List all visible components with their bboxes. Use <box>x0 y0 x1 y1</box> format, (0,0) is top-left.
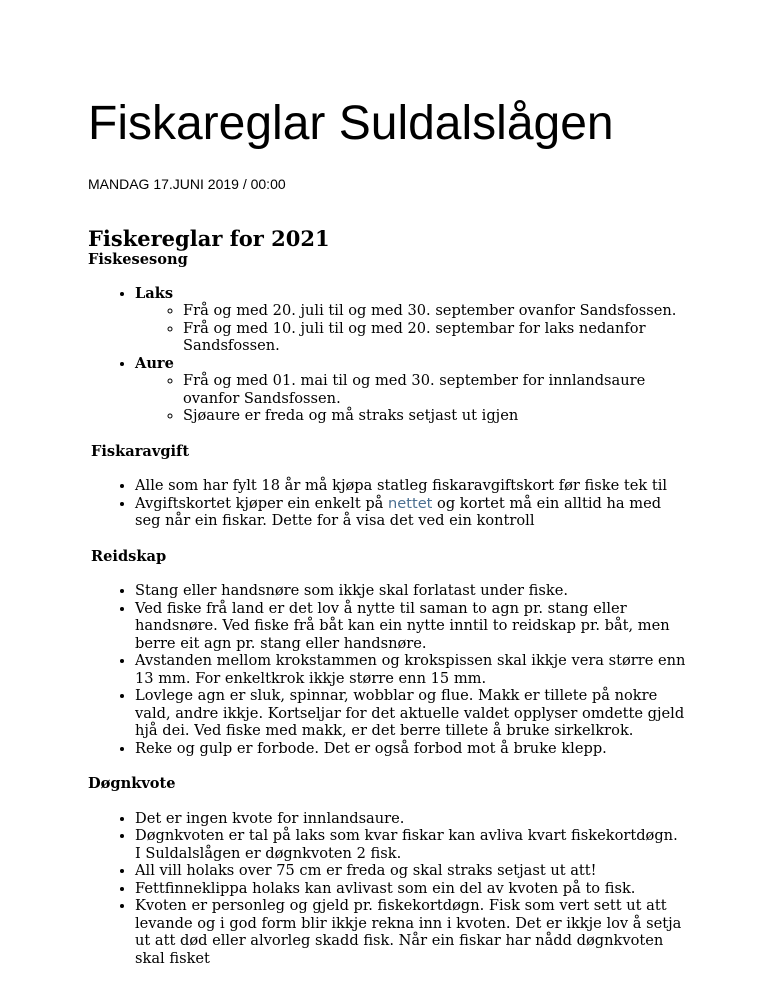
season-list <box>88 285 688 425</box>
list-item: ◦ Frå og med 10. juli til og med 20. septembar for laks nedanfor Sandsfossen. <box>183 320 688 355</box>
nettet-link[interactable]: nettet <box>388 494 433 512</box>
list-item <box>135 355 688 425</box>
list-item: • Kvoten er personleg og gjeld pr. fiskekortdøgn. Fisk som vert sett ut att levande og i god form blir ikkje rekna inn i kvoten. Det er ikkje lov å setja ut att død eller alvorleg skadd fisk. Når ein fiskar har nådd døgnkvoten skal fisket <box>135 897 688 967</box>
aure-sublist <box>135 372 688 425</box>
page-title: Fiskareglar Suldalslågen <box>88 97 614 150</box>
list-item: • Avstanden mellom krokstammen og krokspissen skal ikkje vera større enn 13 mm. For enkeltkrok ikkje større enn 15 mm. <box>135 652 688 687</box>
list-item: • Døgnkvoten er tal på laks som kvar fiskar kan avliva kvart fiskekortdøgn. I Suldalslågen er døgnkvoten 2 fisk. <box>135 827 688 862</box>
fee-text-post: og kortet må ein alltid ha med seg når ein fiskar. Dette for å visa det ved ein kontroll <box>135 494 662 529</box>
fee-text-pre: Avgiftskortet kjøper ein enkelt på <box>135 494 389 512</box>
list-item: • Stang eller handsnøre som ikkje skal forlatast under fiske. <box>135 582 688 600</box>
list-item: • All vill holaks over 75 cm er freda og skal straks setjast ut att! <box>135 862 688 880</box>
list-item: • Ved fiske frå land er det lov å nytte til saman to agn pr. stang eller handsnøre. Ved fiske frå båt kan ein nytte inntil to reidskap pr. båt, men berre eit agn pr. stang eller handsnøre. <box>135 600 688 653</box>
fee-heading: Fiskaravgift <box>91 442 190 460</box>
list-item: • Fettfinneklippa holaks kan avlivast som ein del av kvoten på to fisk. <box>135 880 688 898</box>
aure-label: Aure <box>135 354 174 372</box>
laks-sublist <box>135 302 688 355</box>
list-item: ◦ Frå og med 01. mai til og med 30. september for innlandsaure ovanfor Sandsfossen. <box>183 372 688 407</box>
list-item: • Reke og gulp er forbode. Det er også forbod mot å bruke klepp. <box>135 740 688 758</box>
article-heading: Fiskereglar for 2021 <box>88 226 330 251</box>
gear-heading: Reidskap <box>91 547 167 565</box>
article-body <box>88 227 688 985</box>
list-item <box>135 285 688 355</box>
list-item: • Lovlege agn er sluk, spinnar, wobblar og flue. Makk er tillete på nokre vald, andre ikkje. Kortseljar for det aktuelle valdet opplyser omdette gjeld hjå dei. Ved fiske med makk, er det berre tillete å bruke sirkelkrok. <box>135 687 688 740</box>
list-item <box>135 495 688 530</box>
gear-list <box>88 582 688 757</box>
season-heading: Fiskesesong <box>88 251 188 268</box>
list-item: ◦ Frå og med 20. juli til og med 30. september ovanfor Sandsfossen. <box>183 302 688 320</box>
quota-heading: Døgnkvote <box>88 775 176 792</box>
list-item: ◦ Sjøaure er freda og må straks setjast ut igjen <box>183 407 688 425</box>
fee-list <box>88 477 688 530</box>
quota-list <box>88 810 688 968</box>
laks-label: Laks <box>135 284 174 302</box>
list-item: • Det er ingen kvote for innlandsaure. <box>135 810 688 828</box>
list-item: • Alle som har fylt 18 år må kjøpa statleg fiskaravgiftskort før fiske tek til <box>135 477 688 495</box>
post-date: MANDAG 17.JUNI 2019 / 00:00 <box>88 176 286 192</box>
